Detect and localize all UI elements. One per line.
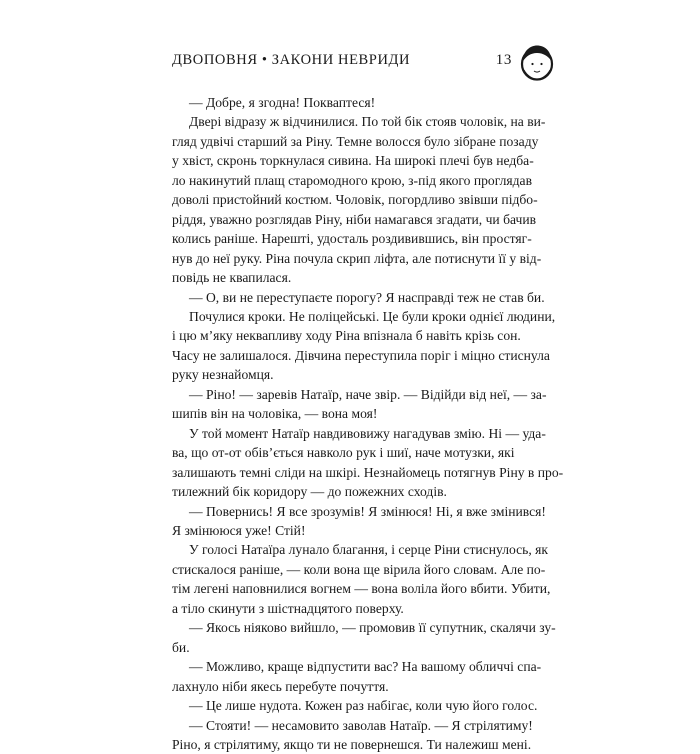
text-line: Почулися кроки. Не поліцейські. Це були кроки однієї людини, (172, 307, 512, 326)
text-line: повідь не квапилася. (172, 268, 512, 287)
paragraph (172, 93, 512, 112)
text-line: Часу не залишалося. Дівчина переступила поріг і міцно стиснула (172, 346, 512, 365)
text-line: і цю м’яку неквапливу ходу Ріна впізнала б навіть крізь сон. (172, 326, 512, 345)
text-line: — Стояти! — несамовито заволав Натаїр. — Я стрілятиму! (172, 716, 512, 735)
paragraph (172, 540, 512, 618)
text-line: — О, ви не переступаєте порогу? Я насправді теж не став би. (172, 288, 512, 307)
paragraph (172, 288, 512, 307)
text-line: лахнуло ніби якесь перебуте почуття. (172, 677, 512, 696)
text-line: — Це лише нудота. Кожен раз набігає, коли чую його голос. (172, 696, 512, 715)
text-line: тилежний бік коридору — до пожежних сходів. (172, 482, 512, 501)
paragraph (172, 657, 512, 696)
text-line: — Повернись! Я все зрозумів! Я змінюся! Ні, я вже змінився! (172, 502, 512, 521)
text-line: Ріно, я стрілятиму, якщо ти не повернешся. Ти належиш мені. (172, 735, 512, 754)
text-line: доволі пристойний костюм. Чоловік, погордливо звівши підбо- (172, 190, 512, 209)
text-line: — Можливо, краще відпустити вас? На вашому обличчі спа- (172, 657, 512, 676)
paragraph (172, 618, 512, 657)
text-line: у хвіст, скронь торкнулася сивина. На широкі плечі був недба- (172, 151, 512, 170)
text-line: стискалося раніше, — коли вона ще вірила його словам. Але по- (172, 560, 512, 579)
text-line: би. (172, 638, 512, 657)
text-line: ло накинутий плащ старомодного крою, з-під якого проглядав (172, 171, 512, 190)
text-line: ва, що от-от обів’ється навколо рук і шиї, наче мотузки, які (172, 443, 512, 462)
paragraph (172, 424, 512, 502)
paragraph (172, 502, 512, 541)
page-number: 13 (496, 52, 512, 69)
text-line: — Якось ніяково вийшло, — промовив її супутник, скалячи зу- (172, 618, 512, 637)
body-text (172, 93, 512, 754)
text-line: Я змінююся уже! Стій! (172, 521, 512, 540)
book-title: ДВОПОВНЯ • ЗАКОНИ НЕВРИДИ (172, 52, 410, 69)
text-line: нув до неї руку. Ріна почула скрип ліфта, але потиснути її у від- (172, 249, 512, 268)
text-line: шипів він на чоловіка, — вона моя! (172, 404, 512, 423)
text-line: а тіло скинути з шістнадцятого поверху. (172, 599, 512, 618)
text-line: ріддя, уважно розглядав Ріну, ніби намагався згадати, чи бачив (172, 210, 512, 229)
text-line: Двері відразу ж відчинилися. По той бік стояв чоловік, на ви- (172, 112, 512, 131)
paragraph (172, 385, 512, 424)
text-line: У той момент Натаїр навдивовижу нагадував змію. Ні — уда- (172, 424, 512, 443)
moon-face-icon (519, 42, 555, 82)
text-line: — Добре, я згодна! Покваптеся! (172, 93, 512, 112)
text-line: — Ріно! — заревів Натаїр, наче звір. — Відійди від неї, — за- (172, 385, 512, 404)
text-line: тім легені наповнилися вогнем — вона воліла його вбити. Убити, (172, 579, 512, 598)
text-line: гляд удвічі старший за Ріну. Темне волосся було зібране позаду (172, 132, 512, 151)
paragraph (172, 112, 512, 287)
paragraph (172, 307, 512, 385)
text-line: колись раніше. Нарешті, удосталь роздивившись, він простяг- (172, 229, 512, 248)
paragraph (172, 696, 512, 715)
text-line: залишають темні сліди на шкірі. Незнайомець потягнув Ріну в про- (172, 463, 512, 482)
running-header (172, 52, 512, 72)
text-line: руку незнайомця. (172, 365, 512, 384)
paragraph (172, 716, 512, 754)
text-line: У голосі Натаїра лунало благання, і серце Ріни стиснулось, як (172, 540, 512, 559)
